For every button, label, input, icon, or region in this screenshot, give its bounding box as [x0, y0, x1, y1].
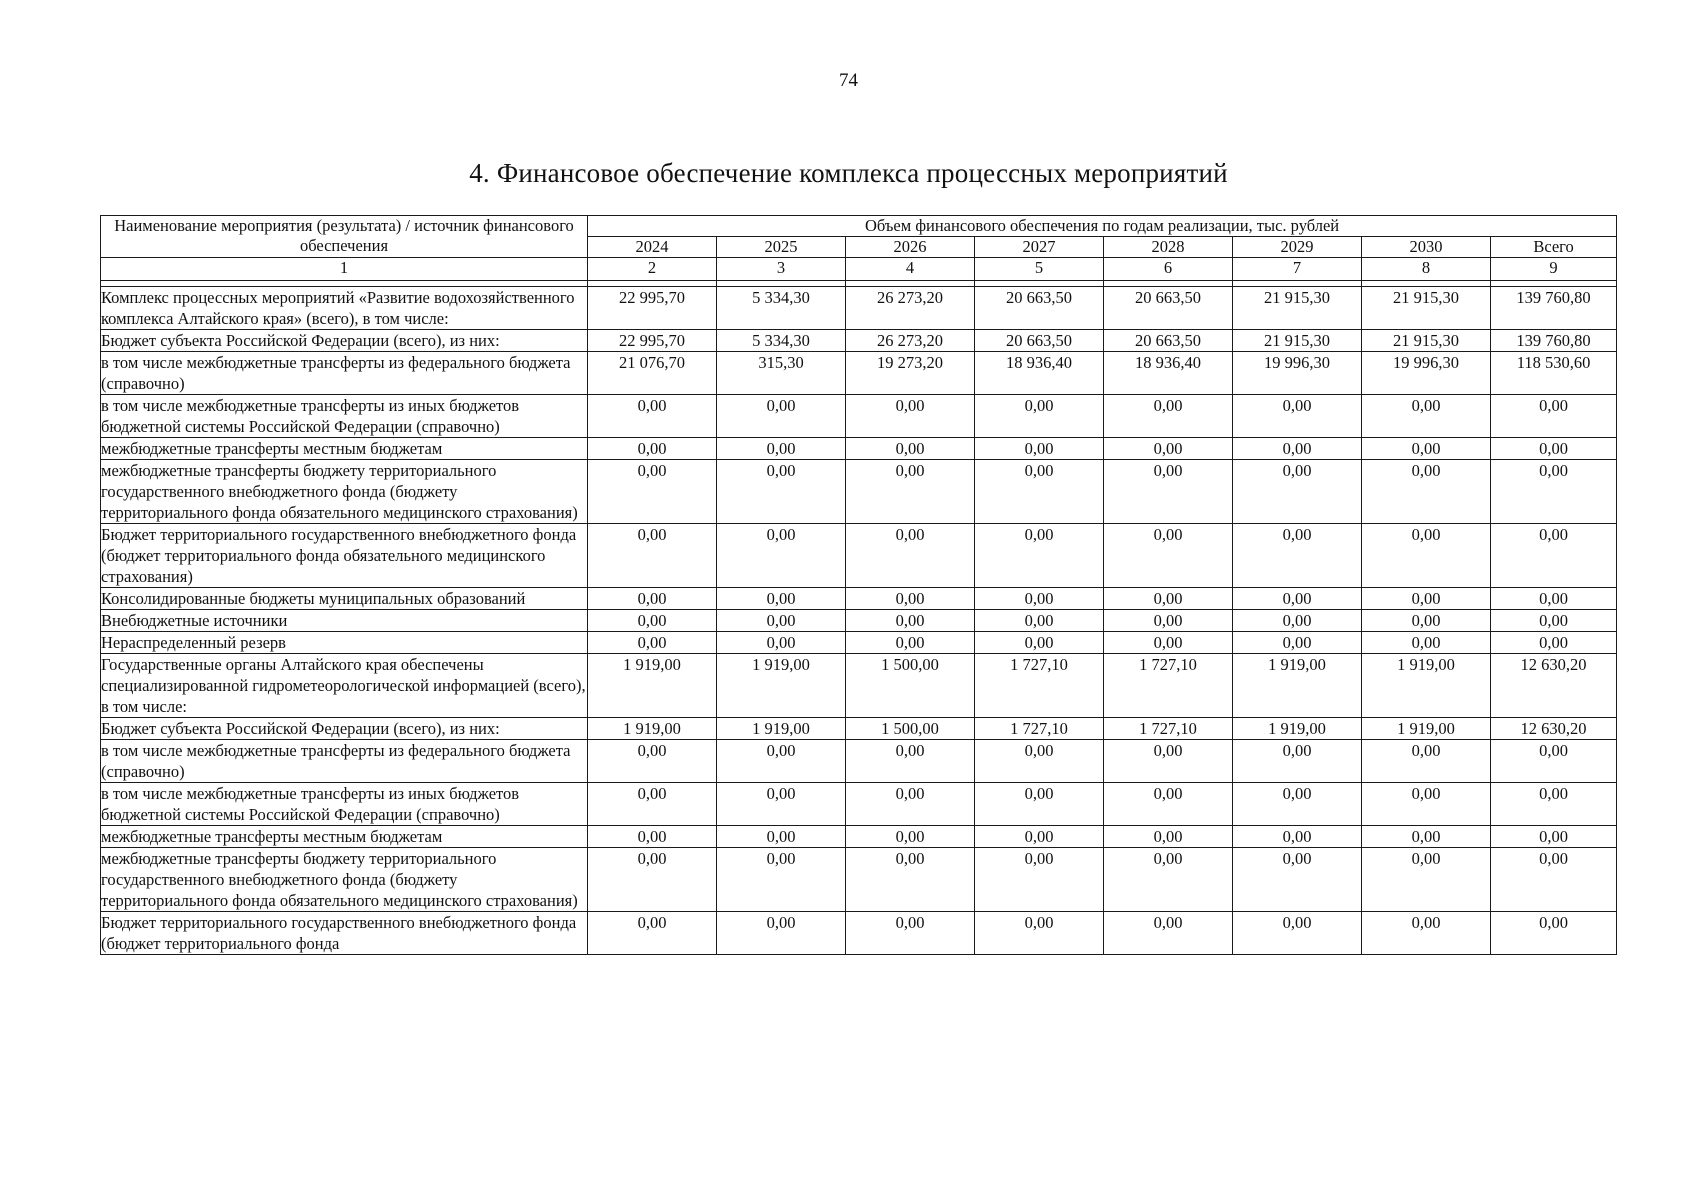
- row-year-value: 0,00: [588, 783, 717, 826]
- row-name: Бюджет субъекта Российской Федерации (всего), из них:: [101, 330, 588, 352]
- row-year-value: 0,00: [1104, 783, 1233, 826]
- row-year-value: 0,00: [846, 524, 975, 588]
- row-year-value: 0,00: [588, 395, 717, 438]
- row-year-value: 0,00: [846, 740, 975, 783]
- column-number: 4: [846, 258, 975, 281]
- column-number: 8: [1362, 258, 1491, 281]
- table-row: [101, 610, 1617, 632]
- table-row: [101, 783, 1617, 826]
- row-year-value: 0,00: [717, 460, 846, 524]
- row-year-value: 1 500,00: [846, 654, 975, 718]
- table-row: [101, 460, 1617, 524]
- row-total-value: 118 530,60: [1491, 352, 1617, 395]
- row-name: межбюджетные трансферты местным бюджетам: [101, 438, 588, 460]
- row-year-value: 0,00: [1104, 524, 1233, 588]
- row-total-value: 139 760,80: [1491, 287, 1617, 330]
- row-year-value: 20 663,50: [1104, 330, 1233, 352]
- row-year-value: 1 500,00: [846, 718, 975, 740]
- row-year-value: 26 273,20: [846, 287, 975, 330]
- column-number: 7: [1233, 258, 1362, 281]
- column-number: 1: [101, 258, 588, 281]
- row-year-value: 21 915,30: [1362, 330, 1491, 352]
- row-name: в том числе межбюджетные трансферты из федерального бюджета (справочно): [101, 352, 588, 395]
- row-total-value: 0,00: [1491, 460, 1617, 524]
- row-year-value: 20 663,50: [975, 330, 1104, 352]
- row-year-value: 21 915,30: [1233, 330, 1362, 352]
- row-year-value: 0,00: [1104, 395, 1233, 438]
- row-year-value: 0,00: [1104, 438, 1233, 460]
- row-name: межбюджетные трансферты бюджету территориального государственного внебюджетного фонда (бюджету территориального фонда обязательного медицинского страхования): [101, 848, 588, 912]
- row-year-value: 0,00: [588, 826, 717, 848]
- row-total-value: 0,00: [1491, 524, 1617, 588]
- row-year-value: 1 919,00: [588, 654, 717, 718]
- row-year-value: 0,00: [1233, 632, 1362, 654]
- row-year-value: 0,00: [588, 438, 717, 460]
- row-year-value: 0,00: [846, 632, 975, 654]
- row-name: в том числе межбюджетные трансферты из федерального бюджета (справочно): [101, 740, 588, 783]
- row-year-value: 22 995,70: [588, 287, 717, 330]
- row-total-value: 0,00: [1491, 912, 1617, 955]
- header-total: Всего: [1491, 237, 1617, 258]
- row-year-value: 0,00: [1233, 588, 1362, 610]
- page-number: 74: [839, 70, 858, 91]
- row-year-value: 0,00: [1362, 826, 1491, 848]
- row-name: Бюджет субъекта Российской Федерации (всего), из них:: [101, 718, 588, 740]
- row-year-value: 0,00: [1233, 848, 1362, 912]
- table-row: [101, 438, 1617, 460]
- table-row: [101, 330, 1617, 352]
- row-total-value: 0,00: [1491, 610, 1617, 632]
- row-year-value: 21 915,30: [1233, 287, 1362, 330]
- row-year-value: 5 334,30: [717, 330, 846, 352]
- row-year-value: 0,00: [1233, 460, 1362, 524]
- header-year: 2027: [975, 237, 1104, 258]
- row-year-value: 0,00: [846, 460, 975, 524]
- row-total-value: 139 760,80: [1491, 330, 1617, 352]
- row-total-value: 0,00: [1491, 848, 1617, 912]
- row-year-value: 19 273,20: [846, 352, 975, 395]
- column-number: 5: [975, 258, 1104, 281]
- table-row: [101, 848, 1617, 912]
- row-year-value: 1 727,10: [1104, 654, 1233, 718]
- row-year-value: 0,00: [717, 826, 846, 848]
- row-year-value: 0,00: [717, 524, 846, 588]
- row-year-value: 0,00: [1104, 826, 1233, 848]
- row-year-value: 1 919,00: [1362, 654, 1491, 718]
- row-year-value: 19 996,30: [1362, 352, 1491, 395]
- table-row: [101, 287, 1617, 330]
- row-year-value: 22 995,70: [588, 330, 717, 352]
- row-year-value: 18 936,40: [975, 352, 1104, 395]
- row-year-value: 0,00: [717, 740, 846, 783]
- table-row: [101, 352, 1617, 395]
- row-year-value: 0,00: [1362, 848, 1491, 912]
- row-year-value: 0,00: [975, 632, 1104, 654]
- row-year-value: 0,00: [588, 588, 717, 610]
- header-year: 2029: [1233, 237, 1362, 258]
- row-year-value: 0,00: [1233, 524, 1362, 588]
- row-year-value: 0,00: [717, 848, 846, 912]
- section-title: 4. Финансовое обеспечение комплекса процессных мероприятий: [469, 158, 1228, 188]
- row-total-value: 0,00: [1491, 395, 1617, 438]
- row-year-value: 0,00: [1104, 588, 1233, 610]
- row-year-value: 0,00: [1362, 460, 1491, 524]
- row-year-value: 0,00: [1104, 610, 1233, 632]
- row-total-value: 0,00: [1491, 826, 1617, 848]
- row-total-value: 0,00: [1491, 783, 1617, 826]
- header-name-column: Наименование мероприятия (результата) / источник финансового обеспечения: [101, 216, 588, 258]
- row-year-value: 0,00: [975, 848, 1104, 912]
- row-year-value: 0,00: [846, 912, 975, 955]
- row-year-value: 0,00: [846, 610, 975, 632]
- row-year-value: 0,00: [1104, 848, 1233, 912]
- row-year-value: 0,00: [975, 912, 1104, 955]
- row-name: в том числе межбюджетные трансферты из иных бюджетов бюджетной системы Российской Федерации (справочно): [101, 395, 588, 438]
- row-year-value: 0,00: [975, 524, 1104, 588]
- column-number: 3: [717, 258, 846, 281]
- row-year-value: 1 919,00: [717, 718, 846, 740]
- row-year-value: 0,00: [1362, 395, 1491, 438]
- row-year-value: 0,00: [1362, 912, 1491, 955]
- row-year-value: 0,00: [1233, 438, 1362, 460]
- table-row: [101, 912, 1617, 955]
- row-year-value: 0,00: [1104, 740, 1233, 783]
- row-year-value: 19 996,30: [1233, 352, 1362, 395]
- row-year-value: 0,00: [1362, 632, 1491, 654]
- row-year-value: 1 919,00: [588, 718, 717, 740]
- row-year-value: 0,00: [588, 740, 717, 783]
- row-year-value: 0,00: [846, 826, 975, 848]
- row-year-value: 0,00: [717, 912, 846, 955]
- row-year-value: 0,00: [588, 610, 717, 632]
- row-year-value: 0,00: [1233, 610, 1362, 632]
- row-year-value: 0,00: [846, 783, 975, 826]
- header-funding-group: Объем финансового обеспечения по годам реализации, тыс. рублей: [588, 216, 1617, 237]
- row-year-value: 315,30: [717, 352, 846, 395]
- header-year: 2024: [588, 237, 717, 258]
- row-year-value: 0,00: [717, 438, 846, 460]
- header-year: 2028: [1104, 237, 1233, 258]
- row-name: в том числе межбюджетные трансферты из иных бюджетов бюджетной системы Российской Федерации (справочно): [101, 783, 588, 826]
- row-name: Государственные органы Алтайского края обеспечены специализированной гидрометеорологической информацией (всего), в том числе:: [101, 655, 586, 716]
- row-year-value: 0,00: [975, 610, 1104, 632]
- row-year-value: 0,00: [1362, 438, 1491, 460]
- table-row: [101, 395, 1617, 438]
- column-number: 6: [1104, 258, 1233, 281]
- table-row: [101, 524, 1617, 588]
- table-row: [101, 718, 1617, 740]
- row-year-value: 0,00: [1104, 912, 1233, 955]
- row-year-value: 0,00: [975, 826, 1104, 848]
- row-year-value: 0,00: [846, 588, 975, 610]
- financial-table: [100, 215, 1617, 955]
- row-year-value: 0,00: [1362, 740, 1491, 783]
- row-name: Внебюджетные источники: [101, 610, 588, 632]
- row-year-value: 0,00: [1233, 826, 1362, 848]
- row-year-value: 0,00: [1233, 783, 1362, 826]
- row-name: межбюджетные трансферты бюджету территориального государственного внебюджетного фонда (бюджету территориального фонда обязательного медицинского страхования): [101, 460, 588, 524]
- row-year-value: 1 727,10: [1104, 718, 1233, 740]
- row-name: Бюджет территориального государственного внебюджетного фонда (бюджет территориального фонда: [101, 912, 588, 955]
- column-number: 2: [588, 258, 717, 281]
- row-year-value: 0,00: [975, 460, 1104, 524]
- row-total-value: 0,00: [1491, 632, 1617, 654]
- row-name: Бюджет территориального государственного внебюджетного фонда (бюджет территориального фонда обязательного медицинского страхования): [101, 524, 588, 588]
- row-year-value: 0,00: [1362, 783, 1491, 826]
- row-year-value: 21 915,30: [1362, 287, 1491, 330]
- header-year: 2030: [1362, 237, 1491, 258]
- column-number: 9: [1491, 258, 1617, 281]
- row-name: Комплекс процессных мероприятий «Развитие водохозяйственного комплекса Алтайского края» (всего), в том числе:: [101, 287, 588, 330]
- row-name: межбюджетные трансферты местным бюджетам: [101, 826, 588, 848]
- row-year-value: 0,00: [588, 848, 717, 912]
- row-year-value: 0,00: [846, 848, 975, 912]
- row-year-value: 0,00: [717, 610, 846, 632]
- row-name: Нераспределенный резерв: [101, 632, 588, 654]
- row-year-value: 18 936,40: [1104, 352, 1233, 395]
- row-year-value: 0,00: [717, 395, 846, 438]
- row-year-value: 0,00: [588, 460, 717, 524]
- row-year-value: 0,00: [588, 524, 717, 588]
- row-year-value: 0,00: [975, 783, 1104, 826]
- row-name: Консолидированные бюджеты муниципальных образований: [101, 588, 588, 610]
- row-year-value: 1 727,10: [975, 654, 1104, 718]
- table-row: [101, 740, 1617, 783]
- header-year: 2025: [717, 237, 846, 258]
- row-year-value: 0,00: [717, 632, 846, 654]
- row-year-value: 0,00: [588, 632, 717, 654]
- row-year-value: 1 919,00: [1233, 718, 1362, 740]
- row-year-value: 0,00: [588, 912, 717, 955]
- row-year-value: 20 663,50: [1104, 287, 1233, 330]
- table-row: [101, 826, 1617, 848]
- row-year-value: 0,00: [1233, 740, 1362, 783]
- row-total-value: 0,00: [1491, 438, 1617, 460]
- row-year-value: 0,00: [975, 395, 1104, 438]
- row-year-value: 0,00: [717, 588, 846, 610]
- row-year-value: 0,00: [1104, 632, 1233, 654]
- row-year-value: 0,00: [975, 438, 1104, 460]
- table-row: [101, 654, 1617, 718]
- row-year-value: 0,00: [846, 438, 975, 460]
- row-year-value: 5 334,30: [717, 287, 846, 330]
- row-total-value: 12 630,20: [1491, 654, 1617, 718]
- table-row: [101, 632, 1617, 654]
- row-year-value: 26 273,20: [846, 330, 975, 352]
- row-year-value: 0,00: [717, 783, 846, 826]
- row-year-value: 0,00: [975, 740, 1104, 783]
- row-total-value: 0,00: [1491, 588, 1617, 610]
- row-year-value: 0,00: [846, 395, 975, 438]
- header-year: 2026: [846, 237, 975, 258]
- row-year-value: 0,00: [1233, 912, 1362, 955]
- row-total-value: 12 630,20: [1491, 718, 1617, 740]
- table-row: [101, 588, 1617, 610]
- row-total-value: 0,00: [1491, 740, 1617, 783]
- row-year-value: 1 919,00: [1233, 654, 1362, 718]
- row-year-value: 0,00: [1233, 395, 1362, 438]
- row-year-value: 0,00: [1362, 524, 1491, 588]
- row-year-value: 1 919,00: [717, 654, 846, 718]
- row-year-value: 1 919,00: [1362, 718, 1491, 740]
- row-year-value: 1 727,10: [975, 718, 1104, 740]
- row-year-value: 21 076,70: [588, 352, 717, 395]
- row-year-value: 20 663,50: [975, 287, 1104, 330]
- row-year-value: 0,00: [1104, 460, 1233, 524]
- row-year-value: 0,00: [975, 588, 1104, 610]
- row-year-value: 0,00: [1362, 610, 1491, 632]
- row-year-value: 0,00: [1362, 588, 1491, 610]
